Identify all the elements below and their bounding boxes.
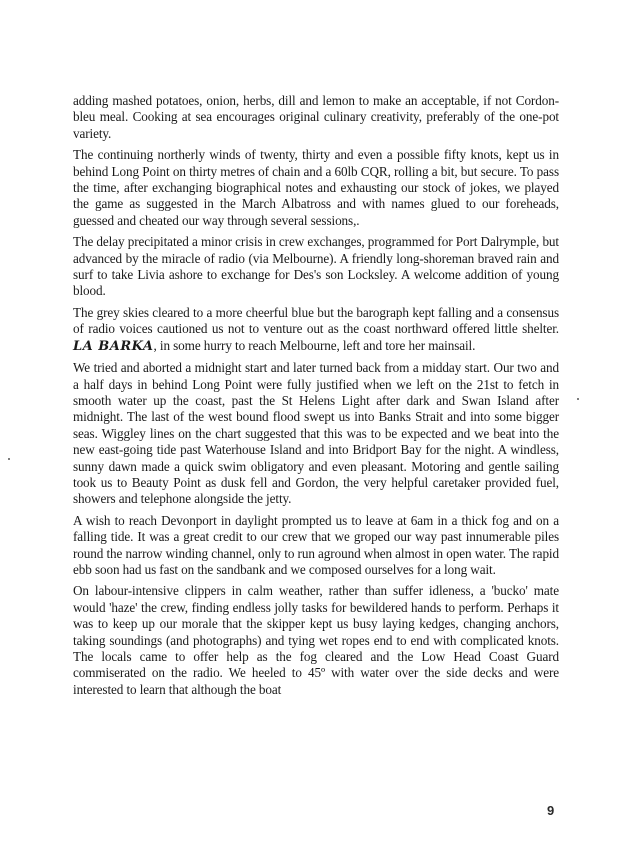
boat-name: LA BARKA bbox=[73, 338, 154, 354]
paragraph-4-text-before: The grey skies cleared to a more cheerful blue but the barograph kept falling and a consensus of radio voices cautioned us not to venture out as the coast northward offered little shelter. bbox=[73, 304, 559, 337]
document-body bbox=[73, 93, 559, 703]
paragraph-1: adding mashed potatoes, onion, herbs, dill and lemon to make an acceptable, if not Cordon-bleu meal. Cooking at sea encourages original culinary creativity, preferably of the one-pot variety. bbox=[73, 93, 559, 141]
paragraph-2: The continuing northerly winds of twenty, thirty and even a possible fifty knots, kept us in behind Long Point on thirty metres of chain and a 60lb CQR, rolling a bit, but secure. To pass the time, after exchanging biographical notes and exhausting our stock of jokes, we played the game as suggested in the March Albatross and with names glued to our foreheads, guessed and cheated our way through several sessions,. bbox=[73, 147, 559, 228]
paragraph-6: A wish to reach Devonport in daylight prompted us to leave at 6am in a thick fog and on a falling tide. It was a great credit to our crew that we groped our way past innumerable piles round the narrow winding channel, only to run aground when almost in open water. The rapid ebb soon had us fast on the sandbank and we composed ourselves for a long wait. bbox=[73, 512, 559, 577]
paragraph-4-text-after: , in some hurry to reach Melbourne, left and tore her mainsail. bbox=[153, 337, 476, 353]
paragraph-5: We tried and aborted a midnight start and later turned back from a midday start. Our two and a half days in behind Long Point were fully justified when we left on the 21st to fetch in smooth water up the coast, past the St Helens Light after dark and Swan Island after midnight. The last of the west bound flood swept us into Banks Strait and into some bigger seas. Wiggley lines on the chart suggested that this was to be expected and we beat into the new east-going tide past Waterhouse Island and into Bridport Bay for the night. A windless, sunny dawn made a quick swim obligatory and even pleasant. Motoring and gentle sailing took us to Beauty Point as dusk fell and Gordon, the very helpful caretaker provided fuel, showers and telephone alongside the jetty. bbox=[73, 360, 559, 507]
scan-speck bbox=[8, 458, 10, 460]
paragraph-7: On labour-intensive clippers in calm weather, rather than suffer idleness, a 'bucko' mate would 'haze' the crew, finding endless jolly tasks for bewildered hands to perform. Perhaps it was to keep up our morale that the skipper kept us busy laying kedges, changing anchors, taking soundings (and photographs) and tying wet ropes end to end with complicated knots. The locals came to offer help as the fog cleared and the Low Head Coast Guard commiserated on the radio. We heeled to 45º with water over the side decks and were interested to learn that although the boat bbox=[73, 583, 559, 697]
scan-speck bbox=[577, 398, 579, 400]
page-number: 9 bbox=[547, 803, 555, 818]
paragraph-4 bbox=[73, 305, 559, 355]
paragraph-3: The delay precipitated a minor crisis in crew exchanges, programmed for Port Dalrymple, but advanced by the miracle of radio (via Melbourne). A friendly long-shoreman braved rain and surf to take Livia ashore to exchange for Des's son Locksley. A welcome addition of young blood. bbox=[73, 234, 559, 299]
